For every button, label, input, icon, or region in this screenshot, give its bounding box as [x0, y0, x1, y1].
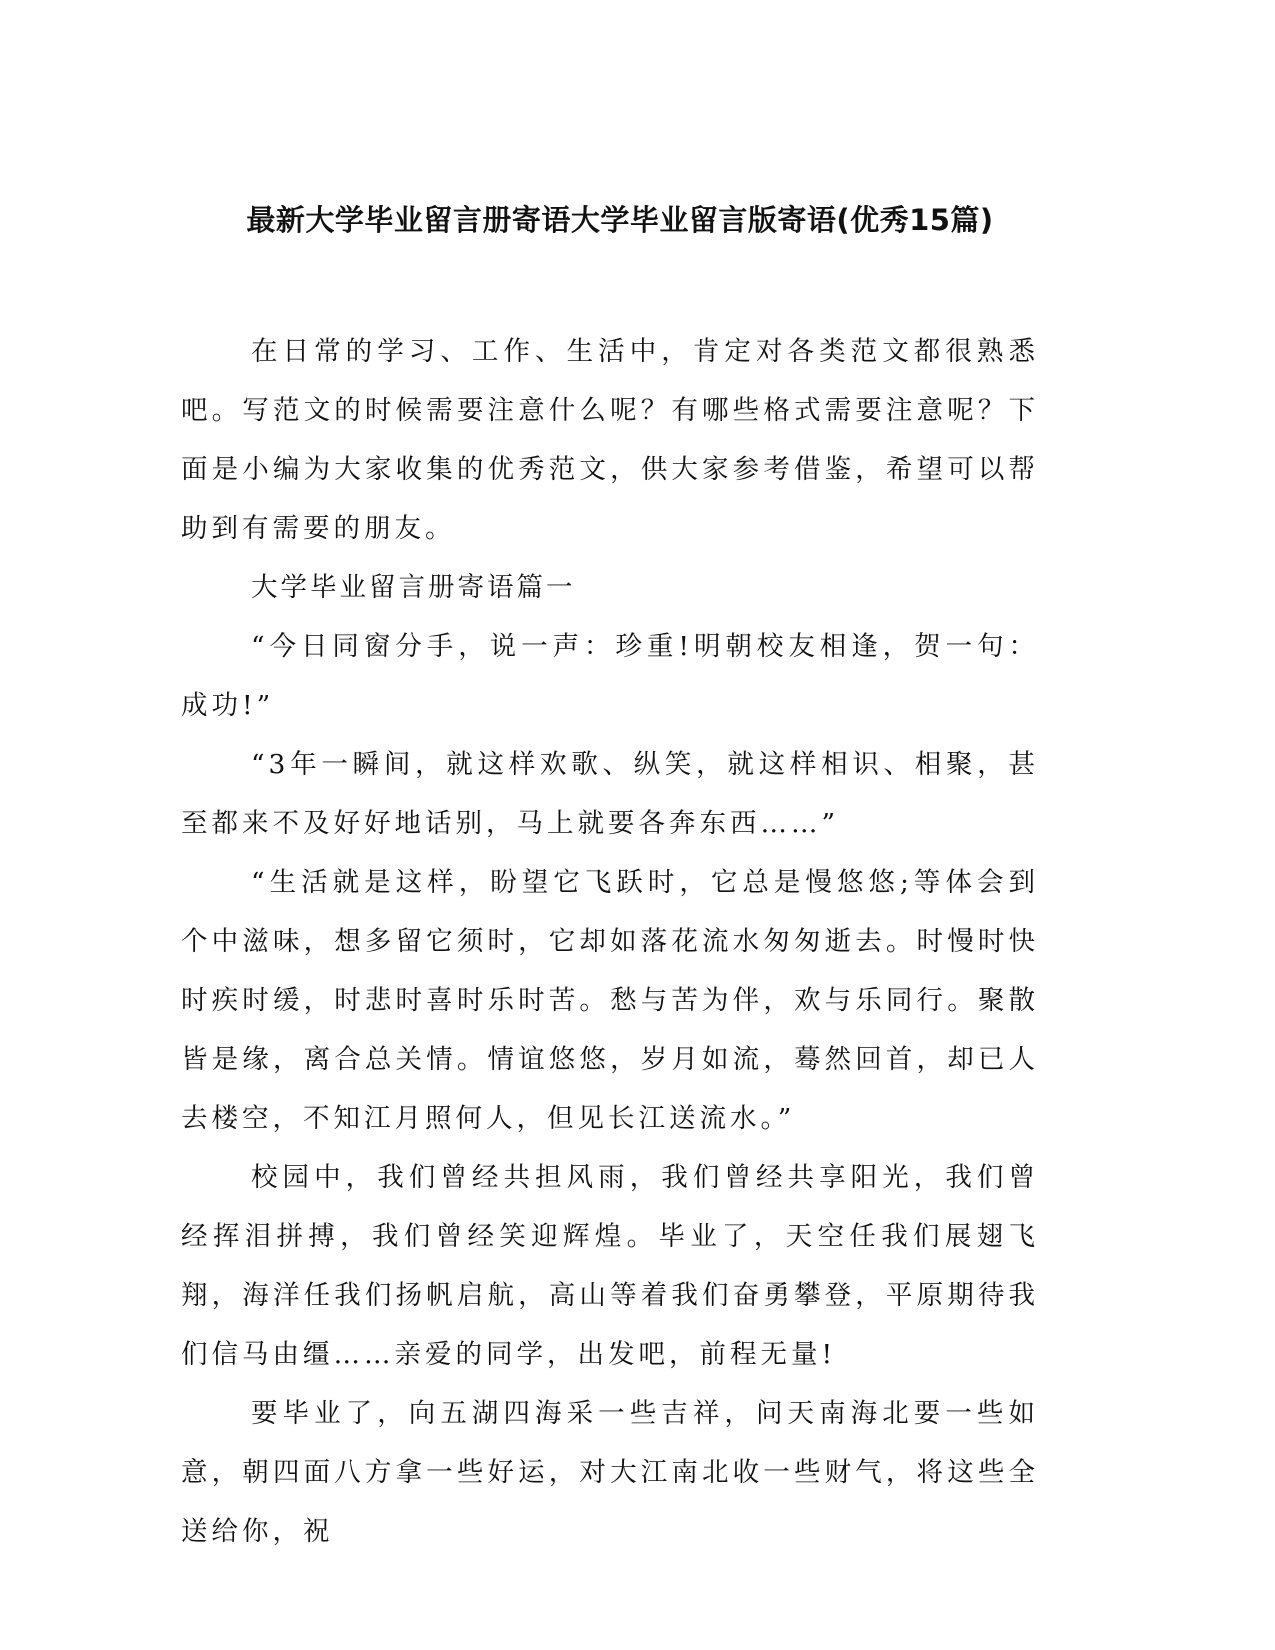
body-paragraph: 要毕业了，向五湖四海采一些吉祥，问天南海北要一些如意，朝四面八方拿一些好运，对大江南北收一些财气，将这些全送给你，祝: [181, 1398, 1039, 1547]
quote-paragraph: “生活就是这样，盼望它飞跃时，它总是慢悠悠;等体会到个中滋味，想多留它须时，它却如落花流水匆匆逝去。时慢时快时疾时缓，时悲时喜时乐时苦。愁与苦为伴，欢与乐同行。聚散皆是缘，离合总关情。情谊悠悠，岁月如流，蓦然回首，却已人去楼空，不知江月照何人，但见长江送流水。”: [181, 867, 1039, 1134]
body-paragraph: 校园中，我们曾经共担风雨，我们曾经共享阳光，我们曾经挥泪拼搏，我们曾经笑迎辉煌。毕业了，天空任我们展翅飞翔，海洋任我们扬帆启航，高山等着我们奋勇攀登，平原期待我们信马由缰……亲爱的同学，出发吧，前程无量!: [181, 1162, 1039, 1370]
intro-paragraph: 在日常的学习、工作、生活中，肯定对各类范文都很熟悉吧。写范文的时候需要注意什么呢？有哪些格式需要注意呢？下面是小编为大家收集的优秀范文，供大家参考借鉴，希望可以帮助到有需要的朋友。: [181, 336, 1039, 544]
quote-paragraph: “今日同窗分手，说一声：珍重!明朝校友相逢，贺一句：成功!”: [181, 631, 1039, 721]
document-body: [181, 322, 1039, 1561]
quote-paragraph: “3年一瞬间，就这样欢歌、纵笑，就这样相识、相聚，甚至都来不及好好地话别，马上就要各奔东西……”: [181, 749, 1039, 839]
document-title: 最新大学毕业留言册寄语大学毕业留言版寄语(优秀15篇): [246, 203, 994, 237]
section-heading: 大学毕业留言册寄语篇一: [251, 572, 576, 603]
